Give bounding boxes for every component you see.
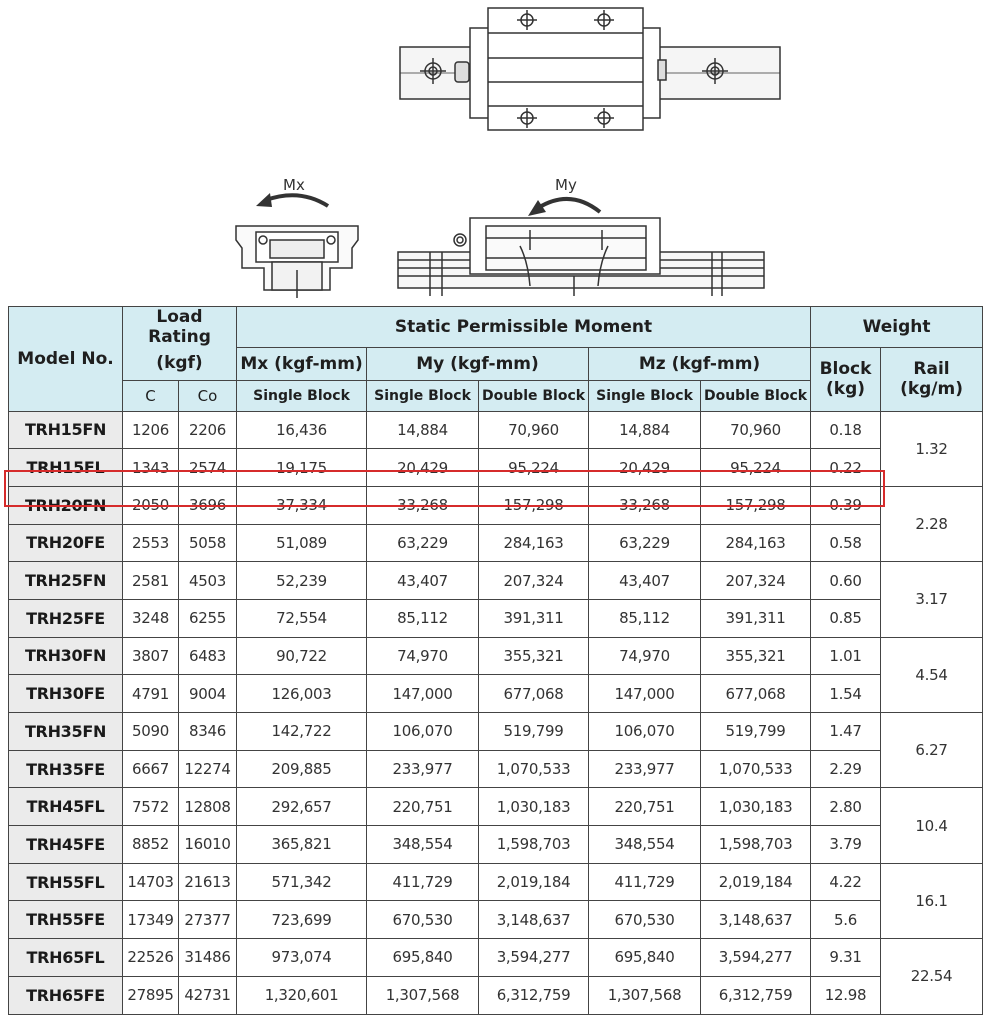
mz-single-cell: 14,884 — [589, 411, 701, 449]
my-single-cell: 63,229 — [367, 524, 479, 562]
mz-single-cell: 411,729 — [589, 863, 701, 901]
mx-cell: 1,320,601 — [237, 976, 367, 1014]
table-row — [9, 486, 983, 524]
co-cell: 16010 — [179, 826, 237, 864]
co-cell: 12274 — [179, 750, 237, 788]
co-cell: 42731 — [179, 976, 237, 1014]
header-model: Model No. — [9, 307, 123, 412]
header-my-double: Double Block — [479, 380, 589, 411]
my-double-cell: 2,019,184 — [479, 863, 589, 901]
header-load-unit: (kgf) — [123, 347, 237, 380]
mz-double-cell: 157,298 — [701, 486, 811, 524]
block-cell: 9.31 — [811, 939, 881, 977]
c-cell: 3807 — [123, 637, 179, 675]
block-cell: 5.6 — [811, 901, 881, 939]
table-row — [9, 524, 983, 562]
header-mx: Mx (kgf-mm) — [237, 347, 367, 380]
my-single-cell: 233,977 — [367, 750, 479, 788]
model-cell: TRH35FN — [9, 713, 123, 751]
header-mz: Mz (kgf-mm) — [589, 347, 811, 380]
c-cell: 2050 — [123, 486, 179, 524]
my-single-cell: 220,751 — [367, 788, 479, 826]
mz-double-cell: 2,019,184 — [701, 863, 811, 901]
c-cell: 2553 — [123, 524, 179, 562]
mz-single-cell: 348,554 — [589, 826, 701, 864]
mz-double-cell: 677,068 — [701, 675, 811, 713]
mz-double-cell: 3,594,277 — [701, 939, 811, 977]
c-cell: 7572 — [123, 788, 179, 826]
co-cell: 21613 — [179, 863, 237, 901]
header-weight: Weight — [811, 307, 983, 348]
rail-cell: 2.28 — [881, 486, 983, 561]
mx-cell: 126,003 — [237, 675, 367, 713]
my-double-cell: 157,298 — [479, 486, 589, 524]
mz-double-cell: 95,224 — [701, 449, 811, 487]
block-cell: 2.80 — [811, 788, 881, 826]
c-cell: 4791 — [123, 675, 179, 713]
model-cell: TRH25FN — [9, 562, 123, 600]
co-cell: 2574 — [179, 449, 237, 487]
my-double-cell: 3,148,637 — [479, 901, 589, 939]
table-row — [9, 976, 983, 1014]
mz-double-cell: 3,148,637 — [701, 901, 811, 939]
my-double-cell: 677,068 — [479, 675, 589, 713]
header-load-rating — [123, 307, 237, 348]
table-row — [9, 901, 983, 939]
mx-cell: 209,885 — [237, 750, 367, 788]
rail-cell: 16.1 — [881, 863, 983, 938]
my-single-cell: 33,268 — [367, 486, 479, 524]
mz-single-cell: 695,840 — [589, 939, 701, 977]
mz-single-cell: 233,977 — [589, 750, 701, 788]
header-co: Co — [179, 380, 237, 411]
my-double-cell: 1,598,703 — [479, 826, 589, 864]
mx-cell: 365,821 — [237, 826, 367, 864]
co-cell: 3696 — [179, 486, 237, 524]
table-row — [9, 637, 983, 675]
model-cell: TRH35FE — [9, 750, 123, 788]
header-rail — [881, 347, 983, 411]
mx-cell: 571,342 — [237, 863, 367, 901]
spec-table — [8, 306, 983, 1015]
my-single-cell: 43,407 — [367, 562, 479, 600]
table-row — [9, 939, 983, 977]
my-double-cell: 3,594,277 — [479, 939, 589, 977]
table-row — [9, 449, 983, 487]
mz-double-cell: 6,312,759 — [701, 976, 811, 1014]
mz-single-cell: 220,751 — [589, 788, 701, 826]
co-cell: 9004 — [179, 675, 237, 713]
table-row — [9, 750, 983, 788]
block-cell: 2.29 — [811, 750, 881, 788]
c-cell: 1343 — [123, 449, 179, 487]
c-cell: 22526 — [123, 939, 179, 977]
mx-cell: 142,722 — [237, 713, 367, 751]
co-cell: 31486 — [179, 939, 237, 977]
my-single-cell: 85,112 — [367, 599, 479, 637]
block-cell: 0.18 — [811, 411, 881, 449]
mz-single-cell: 20,429 — [589, 449, 701, 487]
my-double-cell: 284,163 — [479, 524, 589, 562]
mx-arrow-icon — [266, 195, 328, 206]
rail-cell: 4.54 — [881, 637, 983, 712]
rail-cell: 6.27 — [881, 713, 983, 788]
model-cell: TRH25FE — [9, 599, 123, 637]
co-cell: 4503 — [179, 562, 237, 600]
table-row — [9, 562, 983, 600]
header-rail-label: Rail — [913, 359, 950, 379]
my-single-cell: 147,000 — [367, 675, 479, 713]
mx-label: Mx — [283, 176, 305, 194]
model-cell: TRH55FE — [9, 901, 123, 939]
header-block-unit: (kg) — [826, 379, 866, 399]
my-double-cell: 207,324 — [479, 562, 589, 600]
block-cell: 0.58 — [811, 524, 881, 562]
co-cell: 2206 — [179, 411, 237, 449]
block-cell: 0.22 — [811, 449, 881, 487]
top-view-drawing — [400, 8, 780, 130]
block-cell: 0.85 — [811, 599, 881, 637]
mz-single-cell: 85,112 — [589, 599, 701, 637]
my-double-cell: 6,312,759 — [479, 976, 589, 1014]
my-label: My — [555, 176, 577, 194]
model-cell: TRH20FN — [9, 486, 123, 524]
mz-double-cell: 519,799 — [701, 713, 811, 751]
mz-double-cell: 391,311 — [701, 599, 811, 637]
table-row — [9, 599, 983, 637]
c-cell: 27895 — [123, 976, 179, 1014]
c-cell: 6667 — [123, 750, 179, 788]
block-cell: 1.01 — [811, 637, 881, 675]
co-cell: 27377 — [179, 901, 237, 939]
header-load-rating-label: Load Rating — [148, 307, 211, 347]
mz-double-cell: 355,321 — [701, 637, 811, 675]
mz-double-cell: 1,070,533 — [701, 750, 811, 788]
block-cell: 0.39 — [811, 486, 881, 524]
my-arrow-icon — [538, 199, 600, 212]
model-cell: TRH20FE — [9, 524, 123, 562]
my-single-cell: 106,070 — [367, 713, 479, 751]
mx-cell: 52,239 — [237, 562, 367, 600]
mz-single-cell: 74,970 — [589, 637, 701, 675]
my-single-cell: 670,530 — [367, 901, 479, 939]
end-view-drawing — [236, 226, 358, 298]
technical-drawings — [0, 0, 1000, 305]
mz-double-cell: 284,163 — [701, 524, 811, 562]
mz-double-cell: 1,598,703 — [701, 826, 811, 864]
mx-cell: 16,436 — [237, 411, 367, 449]
mx-cell: 90,722 — [237, 637, 367, 675]
header-my: My (kgf-mm) — [367, 347, 589, 380]
mz-single-cell: 670,530 — [589, 901, 701, 939]
mx-cell: 51,089 — [237, 524, 367, 562]
my-double-cell: 95,224 — [479, 449, 589, 487]
co-cell: 12808 — [179, 788, 237, 826]
rail-cell: 1.32 — [881, 411, 983, 486]
table-row — [9, 713, 983, 751]
side-view-drawing — [398, 218, 764, 296]
co-cell: 6255 — [179, 599, 237, 637]
rail-cell: 10.4 — [881, 788, 983, 863]
block-cell: 1.54 — [811, 675, 881, 713]
mz-double-cell: 207,324 — [701, 562, 811, 600]
my-single-cell: 695,840 — [367, 939, 479, 977]
my-single-cell: 20,429 — [367, 449, 479, 487]
mz-double-cell: 70,960 — [701, 411, 811, 449]
header-mz-single: Single Block — [589, 380, 701, 411]
table-row — [9, 863, 983, 901]
header-mz-double: Double Block — [701, 380, 811, 411]
header-mx-single: Single Block — [237, 380, 367, 411]
my-double-cell: 70,960 — [479, 411, 589, 449]
rail-cell: 3.17 — [881, 562, 983, 637]
model-cell: TRH45FE — [9, 826, 123, 864]
mx-cell: 973,074 — [237, 939, 367, 977]
mx-cell: 19,175 — [237, 449, 367, 487]
mz-double-cell: 1,030,183 — [701, 788, 811, 826]
table-row — [9, 411, 983, 449]
c-cell: 2581 — [123, 562, 179, 600]
model-cell: TRH15FL — [9, 449, 123, 487]
c-cell: 5090 — [123, 713, 179, 751]
my-double-cell: 1,030,183 — [479, 788, 589, 826]
c-cell: 17349 — [123, 901, 179, 939]
model-cell: TRH30FN — [9, 637, 123, 675]
mz-single-cell: 43,407 — [589, 562, 701, 600]
model-cell: TRH15FN — [9, 411, 123, 449]
header-block — [811, 347, 881, 411]
block-cell: 0.60 — [811, 562, 881, 600]
mz-single-cell: 106,070 — [589, 713, 701, 751]
c-cell: 1206 — [123, 411, 179, 449]
my-single-cell: 74,970 — [367, 637, 479, 675]
spec-table-wrapper — [8, 306, 982, 1015]
header-static-moment: Static Permissible Moment — [237, 307, 811, 348]
c-cell: 14703 — [123, 863, 179, 901]
model-cell: TRH55FL — [9, 863, 123, 901]
mx-cell: 72,554 — [237, 599, 367, 637]
block-cell: 3.79 — [811, 826, 881, 864]
rail-cell: 22.54 — [881, 939, 983, 1014]
my-double-cell: 519,799 — [479, 713, 589, 751]
block-cell: 1.47 — [811, 713, 881, 751]
header-block-label: Block — [819, 359, 872, 379]
co-cell: 8346 — [179, 713, 237, 751]
my-single-cell: 411,729 — [367, 863, 479, 901]
mx-cell: 292,657 — [237, 788, 367, 826]
my-single-cell: 1,307,568 — [367, 976, 479, 1014]
co-cell: 5058 — [179, 524, 237, 562]
header-rail-unit: (kg/m) — [900, 379, 963, 399]
my-single-cell: 14,884 — [367, 411, 479, 449]
model-cell: TRH45FL — [9, 788, 123, 826]
mx-cell: 723,699 — [237, 901, 367, 939]
mz-single-cell: 33,268 — [589, 486, 701, 524]
table-row — [9, 788, 983, 826]
mx-cell: 37,334 — [237, 486, 367, 524]
model-cell: TRH65FE — [9, 976, 123, 1014]
mz-single-cell: 1,307,568 — [589, 976, 701, 1014]
header-c: C — [123, 380, 179, 411]
my-double-cell: 355,321 — [479, 637, 589, 675]
c-cell: 3248 — [123, 599, 179, 637]
co-cell: 6483 — [179, 637, 237, 675]
my-single-cell: 348,554 — [367, 826, 479, 864]
header-my-single: Single Block — [367, 380, 479, 411]
model-cell: TRH30FE — [9, 675, 123, 713]
mz-single-cell: 147,000 — [589, 675, 701, 713]
c-cell: 8852 — [123, 826, 179, 864]
table-row — [9, 826, 983, 864]
my-double-cell: 1,070,533 — [479, 750, 589, 788]
model-cell: TRH65FL — [9, 939, 123, 977]
block-cell: 4.22 — [811, 863, 881, 901]
my-double-cell: 391,311 — [479, 599, 589, 637]
table-row — [9, 675, 983, 713]
block-cell: 12.98 — [811, 976, 881, 1014]
mz-single-cell: 63,229 — [589, 524, 701, 562]
